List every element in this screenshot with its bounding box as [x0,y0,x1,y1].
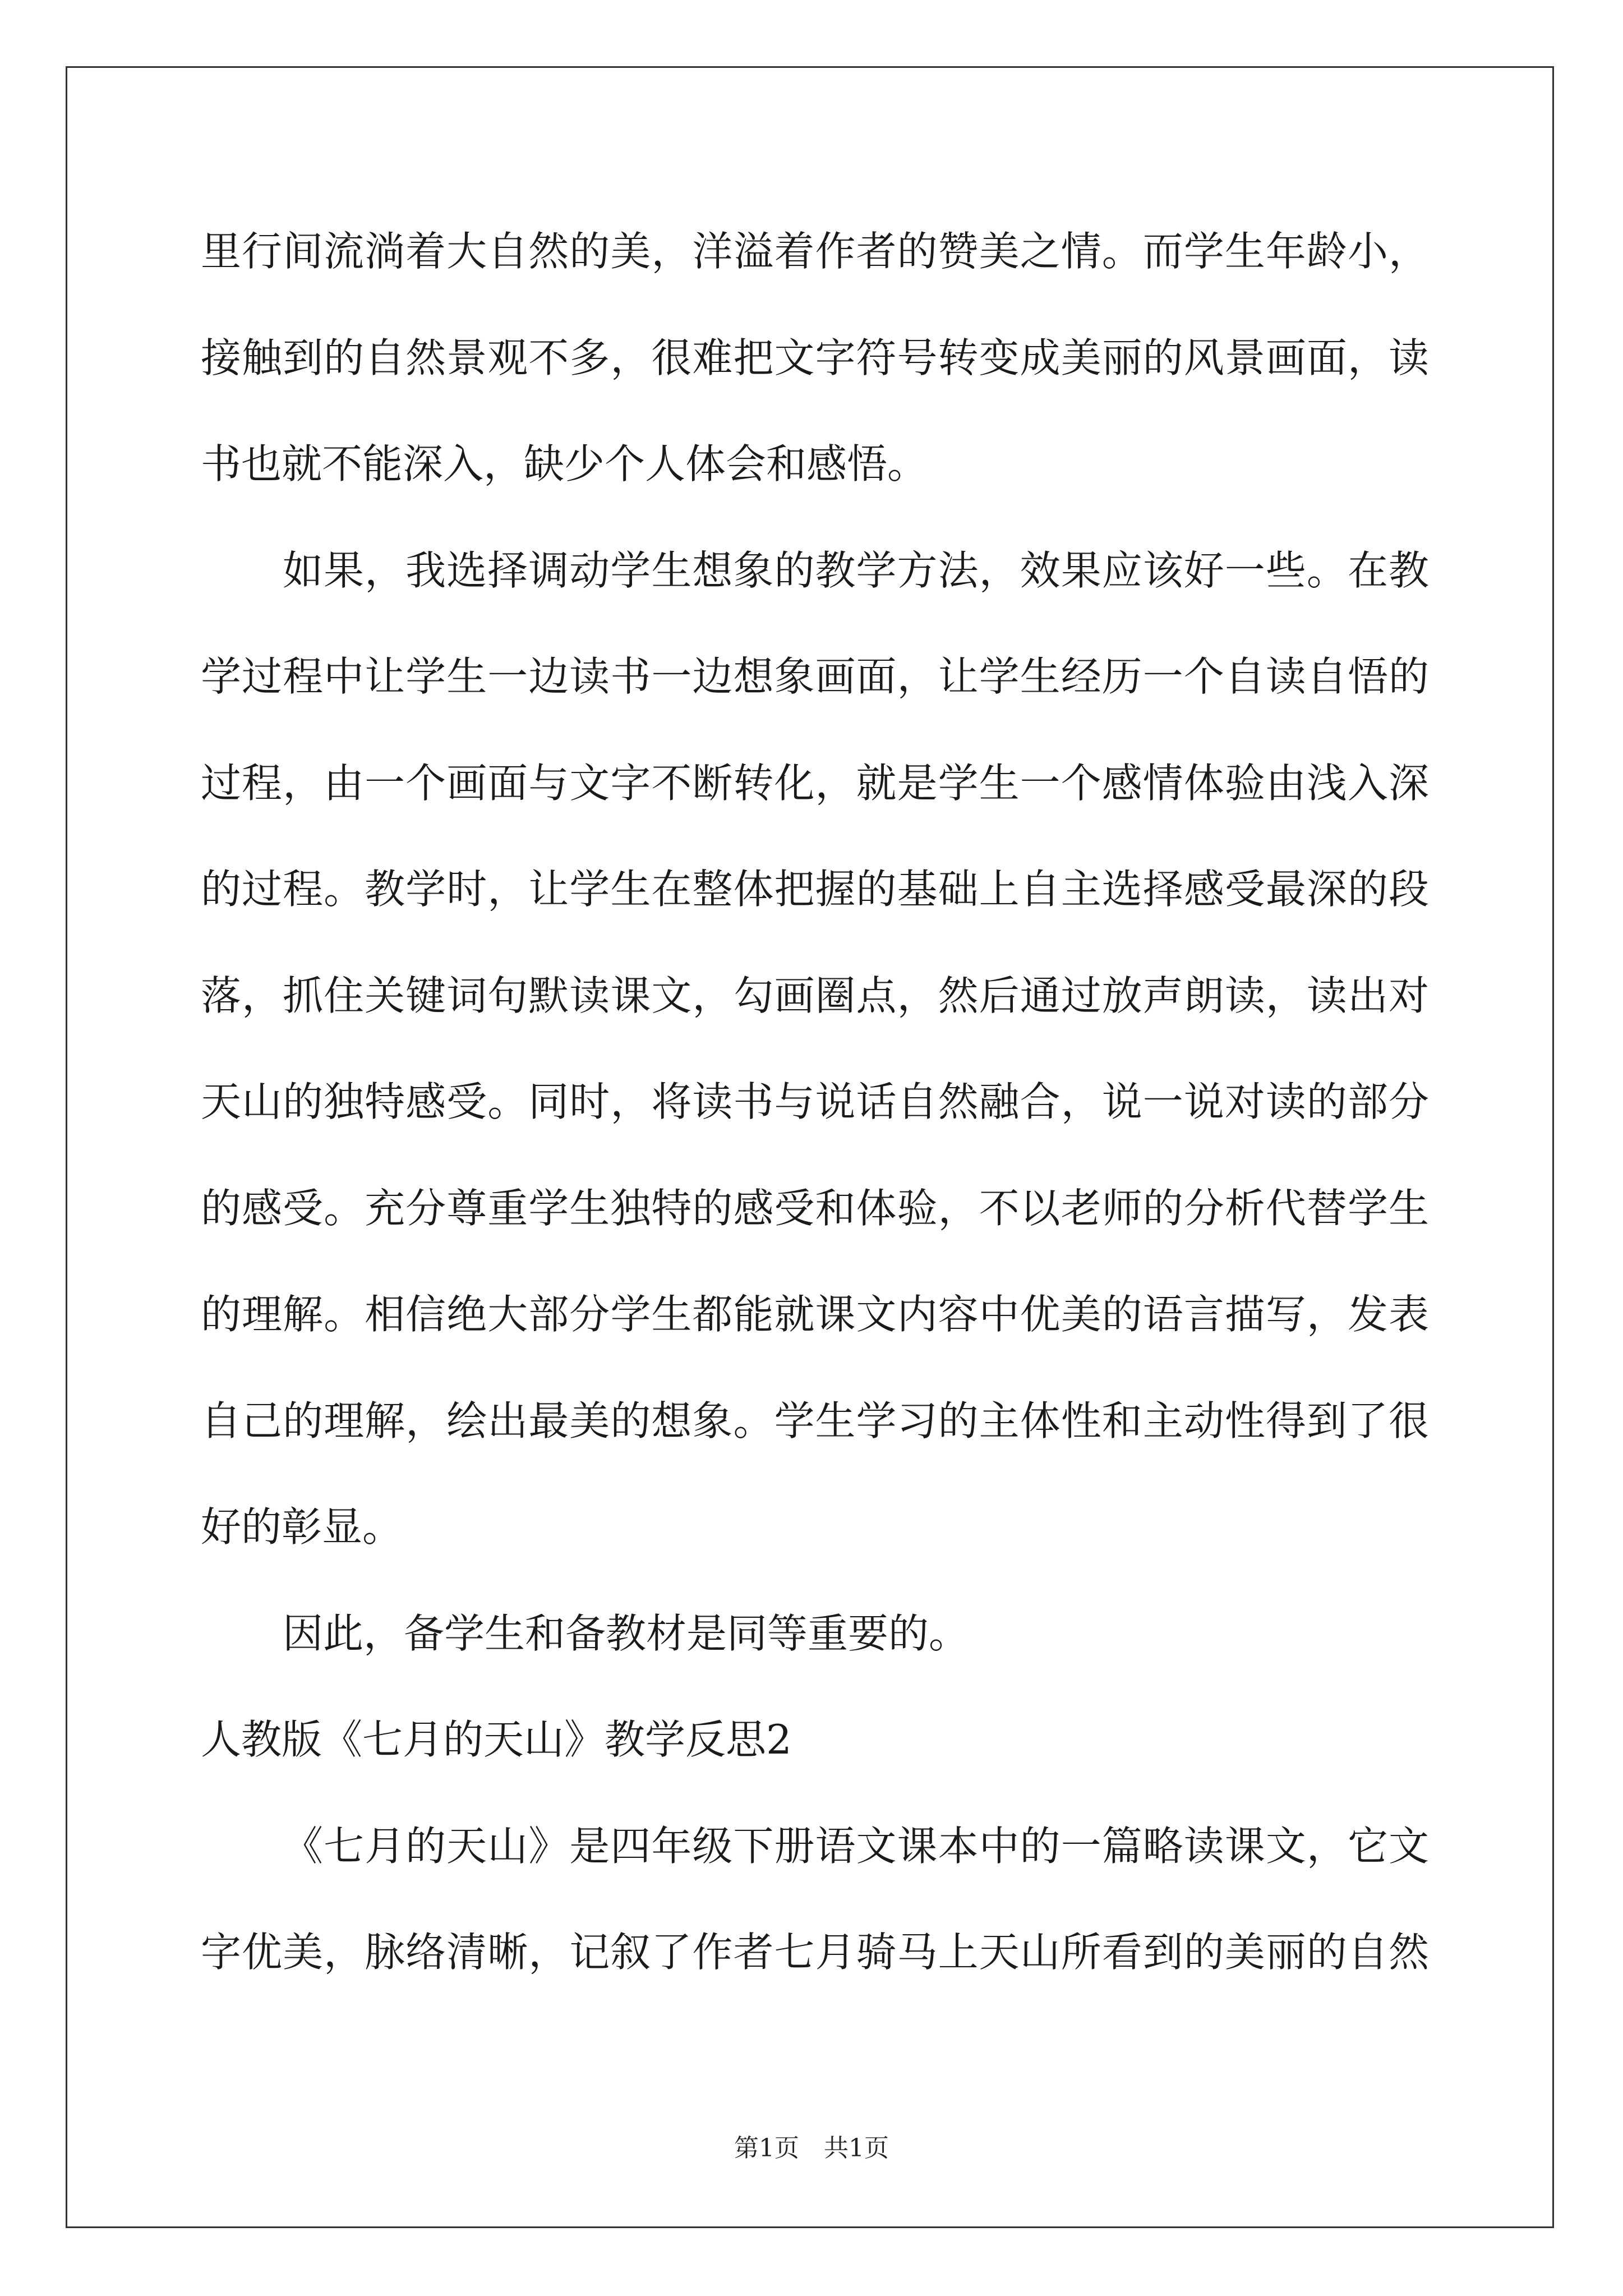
body-text-line: 《七月的天山》是四年级下册语文课本中的一篇略读课文，它文 [283,1822,1429,1870]
body-text-line: 的理解。相信绝大部分学生都能就课文内容中优美的语言描写，发表 [201,1291,1429,1338]
body-text-line: 过程，由一个画面与文字不断转化，就是学生一个感情体验由浅入深 [201,759,1429,807]
body-text-line: 里行间流淌着大自然的美，洋溢着作者的赞美之情。而学生年龄小， [201,228,1429,275]
body-text-line: 接触到的自然景观不多，很难把文字符号转变成美丽的风景画面，读 [201,334,1429,381]
body-text-line: 落，抓住关键词句默读课文，勾画圈点，然后通过放声朗读，读出对 [201,972,1429,1019]
page-footer: 第1页 共1页 [734,2134,889,2162]
body-text-line: 天山的独特感受。同时，将读书与说话自然融合，说一说对读的部分 [201,1078,1429,1125]
body-text-line: 自己的理解，绘出最美的想象。学生学习的主体性和主动性得到了很 [201,1397,1429,1444]
body-text-line: 学过程中让学生一边读书一边想象画面，让学生经历一个自读自悟的 [201,653,1429,700]
body-text-line: 因此，备学生和备教材是同等重要的。 [283,1609,970,1657]
body-text-line: 好的彰显。 [201,1503,403,1550]
body-text [201,199,1429,2006]
body-text-line: 如果，我选择调动学生想象的教学方法，效果应该好一些。在教 [283,546,1429,594]
section-heading: 人教版《七月的天山》教学反思2 [201,1716,792,1763]
body-text-line: 书也就不能深入，缺少个人体会和感悟。 [201,440,928,487]
body-text-line: 的过程。教学时，让学生在整体把握的基础上自主选择感受最深的段 [201,866,1429,913]
body-text-line: 字优美，脉络清晰，记叙了作者七月骑马上天山所看到的美丽的自然 [201,1929,1429,1976]
body-text-line: 的感受。充分尊重学生独特的感受和体验，不以老师的分析代替学生 [201,1184,1429,1232]
